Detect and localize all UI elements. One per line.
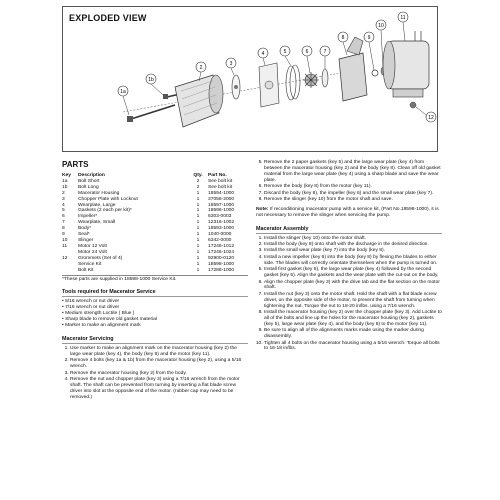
parts-header-part-no: Part No. [208,173,227,178]
parts-cell-description: Bolt Short [78,178,100,184]
parts-cell-part-no: 6303-0003 [208,214,232,220]
servicing-step: 4. Remove the nut and chopper plate (key 3) using a 7/16 wrench from the motor shaft. The shaft can be prevented from turning by inserting a flat blade screw driver into slot at the opposite end of the motor. (rubber cap may need to be removed.) [70,377,248,401]
parts-cell-qty: 1 [196,196,200,202]
parts-cell-key: 8 [62,226,65,232]
parts-cell-key [62,268,78,274]
parts-cell-key: 12 [62,255,68,261]
tools-item: • Sharp blade to remove old gasket material [62,317,248,323]
parts-cell-description: Body* [78,226,92,232]
parts-cell-part-no: 18594-1000 [208,190,235,196]
parts-cell-key: 2 [62,190,65,196]
callout-label-8: 8 [341,35,345,41]
parts-cell-part-no: 1040-0000 [208,232,232,238]
parts-cell-key: 7 [62,220,65,226]
parts-cell-qty: 1 [196,261,200,267]
parts-cell-key: 5 [62,208,65,214]
parts-cell-qty: 1 [196,232,200,238]
callout-6 [302,46,312,73]
callout-label-4: 4 [261,51,265,57]
assembly-title: Macerator Assembly [256,226,442,234]
servicing-step: 2. Remove 4 bolts (key 1a & 1b) from the macerator housing (key 2), using a 5/16 wrench. [70,358,248,370]
parts-cell-part-no: 37058-2000 [208,196,235,202]
assembly-step: 10. Tighten all 4 bolts on the macerator housing using a 5/16 wrench. Torque all bolts to 16-18 in/lbs. [264,341,442,353]
exploded-view-frame [62,6,438,152]
parts-footnote: *These parts are supplied in 18598-1000 Service Kit. [62,275,248,282]
callout-4 [258,48,268,65]
callout-1b [146,74,163,95]
assembly-step: 3. Install the small wear plate (key 7) into the body (key 8). [264,248,442,254]
callout-label-10: 10 [378,23,384,29]
assembly-step: 2. Install the body (key 8) onto shaft with the discharge in the desired direction. [264,242,442,248]
parts-cell-qty: 1 [196,202,200,208]
callout-label-1a: 1a [120,89,126,95]
parts-header-qty: Qty. [193,173,203,178]
parts-cell-part-no: See bolt kit [208,178,233,184]
callout-1a [118,86,129,115]
right-column [256,160,442,353]
callout-label-11: 11 [400,15,406,21]
assembly-step: 8. Install the macerator housing (key 2) over the chopper plate (key 3). Add Loctite to all of the bolts and line up the holes for the macerator housing (key 2), gaskets (key 5), large wear plate (key 4), and the body (key 8) to the motor (key 11). [264,310,442,328]
parts-cell-part-no: 18597-1000 [208,202,235,208]
left-column [62,160,248,401]
assembly-steps [256,236,442,353]
parts-cell-qty: 1 [196,237,200,243]
servicing-step: 7. Discard the body (key 8), the impeller (key 6) and the small wear plate (key 7). [264,191,442,197]
parts-cell-description: Gaskets (2 each per kit)* [78,208,132,214]
parts-cell-key: 11 [62,243,68,249]
servicing-step: 5. Remove the 2 paper gaskets (key 5) and the large wear plate (key 4) from between the macerator housing (key 2) and the body (key 8). Clean off old gasket material from the large wear plate (key 4) using a sharp blade and save the wear plate. [264,160,442,184]
macerator-housing-shape [175,75,223,127]
servicing-step: 3. Remove the macerator housing (key 2) from the body. [70,371,248,377]
parts-cell-qty: 1 [196,214,200,220]
chopper-plate-shape [232,75,240,99]
parts-cell-part-no: 17246-1012 [208,243,235,249]
parts-cell-key: 1b [62,184,68,190]
parts-cell-qty: 1 [196,267,200,273]
large-wear-plate-shape [259,63,279,107]
parts-row [62,268,248,274]
parts-cell-description: Bolt Kit [78,267,94,273]
assembly-step: 7. Install the nut (key 3) onto the motor shaft. Hold the shaft with a flat blade screw driver, on the opposite side of the motor, to prevent the shaft from turning when tightening the nut. Torque the nut to 18-20 in/lbs. using a 7/16 wrench. [264,292,442,310]
callout-9 [364,32,374,70]
assembly-step: 5. Install first gasket (key 5), the large wear plate (key 4) followed by the second gasket (key 5). Align the gaskets and the wear plate with the cut-out on the body. [264,267,442,279]
callout-7 [320,46,330,69]
parts-cell-description: Seal* [78,232,90,238]
tools-title: Tools required for Macerator Service [62,289,248,297]
parts-cell-description: Chopper Plate with Locknut [78,196,138,202]
parts-cell-description: Slinger [78,237,94,243]
exploded-view-title: EXPLODED VIEW [69,13,147,23]
parts-cell-key: 10 [62,237,68,243]
exploded-view-diagram [63,7,439,153]
tools-item: • 5/16 wrench or nut driver [62,299,248,305]
callout-3 [226,58,236,75]
parts-cell-key: 1a [62,178,68,184]
servicing-note [256,207,442,219]
parts-cell-part-no: 18593-1000 [208,226,235,232]
servicing-steps-right [256,160,442,203]
parts-cell-part-no: 17288-1000 [208,267,235,273]
parts-title: PARTS [62,160,89,169]
parts-cell-description: Wearplate, Small [78,220,116,226]
parts-cell-qty: 2 [196,184,200,190]
callout-label-5: 5 [283,49,287,55]
parts-cell-key: 4 [62,202,65,208]
note-text: If reconditioning macerator pump with a service kit, (Part No.18598-1000), it is not necessary to remove the slinger when servicing the pump. [256,206,439,218]
callout-8 [338,32,348,55]
parts-cell-qty: 1 [196,220,200,226]
parts-cell-qty: 1 [196,255,200,261]
callout-label-7: 7 [323,49,327,55]
parts-cell-description: Macerator Housing [78,190,120,196]
parts-header-description: Description [78,173,105,178]
servicing-step: 6. Remove the body (key 8) from the motor (key 11). [264,184,442,190]
parts-cell-part-no: See bolt kit [208,184,233,190]
parts-cell-part-no: 6342-0000 [208,237,232,243]
parts-cell-description: Service Kit [78,261,102,267]
parts-cell-part-no: 92900-0120 [208,255,235,261]
parts-cell-key: 9 [62,232,65,238]
parts-header-key: Key [62,173,71,178]
parts-cell-part-no: 18598-1000 [208,261,235,267]
callout-label-3: 3 [229,61,233,67]
callout-5 [280,46,291,66]
parts-table [62,173,248,273]
parts-cell-qty: 1 [196,190,200,196]
parts-cell-qty: 1 [196,226,200,232]
servicing-steps-left [62,346,248,401]
parts-cell-description: Motor 12 Volt [78,243,107,249]
servicing-title: Macerator Servicing [62,336,248,344]
servicing-step: 8. Remove the slinger (key 10) from the motor shaft and save. [264,197,442,203]
callout-label-9: 9 [367,35,371,41]
parts-cell-qty: 1 [196,249,200,255]
seal-shape [372,70,378,76]
motor-shape [383,31,429,97]
parts-cell-description: Grommets (Set of 4) [78,255,123,261]
parts-cell-qty: 2 [196,178,200,184]
assembly-step: 9. Be sure to align all of the alignments marks made using the marker during disassembly. [264,328,442,340]
callout-11 [398,12,408,41]
callout-label-6: 6 [305,49,309,55]
parts-cell-part-no: 12316-1002 [208,220,235,226]
parts-cell-description: Motor 24 Volt [78,249,107,255]
grommet-shape [410,102,416,108]
callout-12 [416,107,436,122]
gasket-shape [286,65,300,100]
callout-label-12: 12 [428,115,434,121]
parts-cell-description: Wearplate, Large [78,202,116,208]
parts-cell-part-no: 18596-1000 [208,208,235,214]
parts-cell-qty: 1 [196,243,200,249]
tools-list [62,299,248,329]
parts-cell-part-no: 17246-1024 [208,249,235,255]
assembly-step: 1. Install the slinger (key 10) onto the motor shaft. [264,236,442,242]
tools-item: • 7/16 wrench or nut driver [62,305,248,311]
callout-label-1b: 1b [148,77,154,83]
impeller-shape [303,72,319,88]
bolt-1a-shape [127,105,175,122]
tools-item: • Medium strength Loctite ( Blue ) [62,311,248,317]
note-label: Note: [256,206,269,212]
parts-cell-description: Bolt Long [78,184,99,190]
callout-label-2: 2 [199,65,203,71]
parts-cell-description: Impeller* [78,214,98,220]
tools-item: • Marker to make an alignment mark [62,323,248,329]
assembly-step: 4. Install a new impeller (key 6) into the body (key 8) by flexing the blades to either side. The blades will correctly orientate themselves when the pump is turned on. [264,255,442,267]
pump-body-shape [339,37,367,101]
parts-cell-key: 3 [62,196,65,202]
assembly-step: 6. Align the chopper plate (key 3) with the drive tab and the flat section on the motor shaft. [264,280,442,292]
parts-cell-key: 6 [62,214,65,220]
parts-cell-qty: 1 [196,208,200,214]
servicing-step: 1. Use marker to make an alignment mark on the macerator housing (key 2) the large wear plate (key 4), the body (key 8) and the motor (key 11). [70,346,248,358]
small-wear-plate-shape [322,69,328,87]
